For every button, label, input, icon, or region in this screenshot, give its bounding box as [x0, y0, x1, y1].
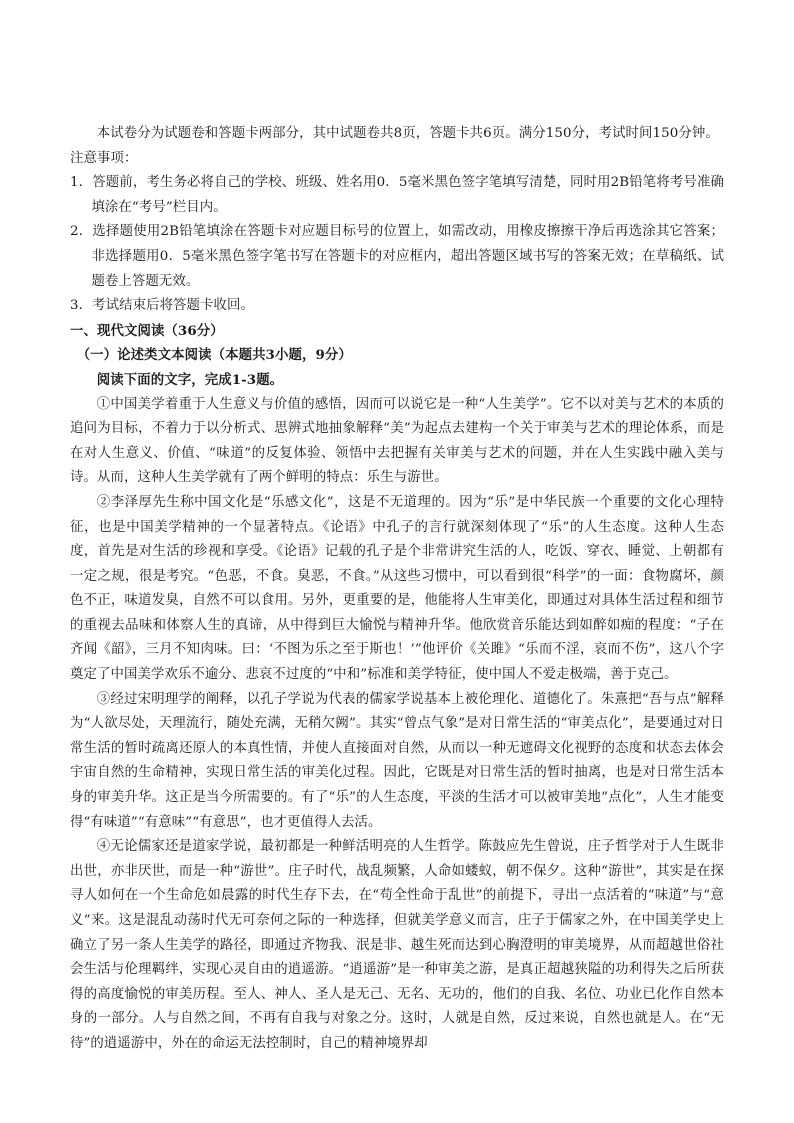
notice-title: 注意事项：	[70, 150, 138, 166]
passage-paragraph-4: ④无论儒家还是道家学说，最初都是一种鲜活明亮的人生哲学。陈鼓应先生曾说，庄子哲学对于人生既非出世，亦非厌世，而是一种“游世”。庄子时代，战乱频繁，人命如蝼蚁，朝不保夕。这种“游世”，其实是在探寻人如何在一个生命危如晨露的时代生存下去，在“苟全性命于乱世”的前提下，寻出一点活着的“味道”与“意义”来。这是混乱动荡时代无可奈何之际的一种选择，但就美学意义而言，庄子于儒家之外，在中国美学史上确立了另一条人生美学的路径，即通过齐物我、泯是非、越生死而达到心胸澄明的审美境界，从而超越世俗社会生活与伦理羁绊，实现心灵自由的逍遥游。“逍遥游”是一种审美之游，是真正超越狭隘的功利得失之后所获得的高度愉悦的审美历程。至人、神人、圣人是无己、无名、无功的，他们的自我、名位、功业已化作自然本身的一部分。人与自然之间，不再有自我与对象之分。这时，人就是自然，反过来说，自然也就是人。在“无待”的逍遥游中，外在的命运无法控制时，自己的精神境界却	[70, 839, 724, 1051]
section-title: 一、现代文阅读（36分）	[70, 322, 224, 339]
notice-item-1: 1．答题前，考生务必将自己的学校、班级、姓名用0．5毫米黑色签字笔填写清楚，同时用2B铅笔将考号准确填涂在“考号”栏目内。	[70, 175, 724, 215]
reading-instruction: 阅读下面的文字，完成1-3题。	[96, 371, 284, 388]
passage-paragraph-2: ②李泽厚先生称中国文化是“乐感文化”，这是不无道理的。因为“乐”是中华民族一个重要的文化心理特征，也是中国美学精神的一个显著特点。《论语》中孔子的言行就深刻体现了“乐”的人生态度。这种人生态度，首先是对生活的珍视和享受。《论语》记载的孔子是个非常讲究生活的人，吃饭、穿衣、睡觉、上朝都有一定之规，很是考究。“色恶，不食。臭恶，不食。”从这些习惯中，可以看到很“科学”的一面：食物腐坏，颜色不正，味道发臭，自然不可以食用。另外，更重要的是，他能将人生审美化，即通过对具体生活过程和细节的重视去品味和体察人生的真谛，从中得到巨大愉悦与精神升华。他欣赏音乐能达到如醉如痴的程度：“子在齐闻《韶》，三月不知肉味。曰：‘不图为乐之至于斯也！’”他评价《关雎》“乐而不淫，哀而不伤”，这八个字奠定了中国美学欢乐不逾分、悲哀不过度的“中和”标准和美学特征，使中国人不爱走极端，善于克己。	[70, 494, 724, 683]
subsection-title: （一）论述类文本阅读（本题共3小题，9分）	[76, 347, 352, 364]
exam-page	[70, 122, 724, 1057]
notice-item-2: 2．选择题使用2B铅笔填涂在答题卡对应题目标号的位置上，如需改动，用橡皮擦擦干净后再选涂其它答案；非选择题用0．5毫米黑色签字笔书写在答题卡的对应框内，超出答题区域书写的答案无效；在草稿纸、试题卷上答题无效。	[70, 224, 724, 289]
exam-intro: 本试卷分为试题卷和答题卡两部分，其中试题卷共8页，答题卡共6页。满分150分，考试时间150分钟。	[96, 126, 719, 141]
passage-paragraph-1: ①中国美学着重于人生意义与价值的感悟，因而可以说它是一种“人生美学”。它不以对美与艺术的本质的追问为目标，不着力于以分析式、思辨式地抽象解释“美”为起点去建构一个关于审美与艺术的理论体系，而是在对人生意义、价值、“味道”的反复体验、领悟中去把握有关审美与艺术的问题，并在人生实践中融入美与诗。从而，这种人生美学就有了两个鲜明的特点：乐生与游世。	[70, 396, 724, 486]
passage-paragraph-3: ③经过宋明理学的阐释，以孔子学说为代表的儒家学说基本上被伦理化、道德化了。朱熹把“吾与点”解释为“人欲尽处，天理流行，随处充满，无稍欠阙”。其实“曾点气象”是对日常生活的“审美点化”，是要通过对日常生活的暂时疏离还原人的本真性情，并使人直接面对自然，从而以一种无遮碍文化视野的态度和状态去体会宇宙自然的生命精神，实现日常生活的审美化过程。因此，它既是对日常生活的暂时抽离，也是对日常生活本身的审美升华。这正是当今所需要的。有了“乐”的人生态度，平淡的生活才可以被审美地“点化”，人生才能变得“有味道”“有意味”“有意思”，也才更值得人去活。	[70, 691, 724, 830]
notice-item-3: 3．考试结束后将答题卡收回。	[70, 298, 254, 314]
